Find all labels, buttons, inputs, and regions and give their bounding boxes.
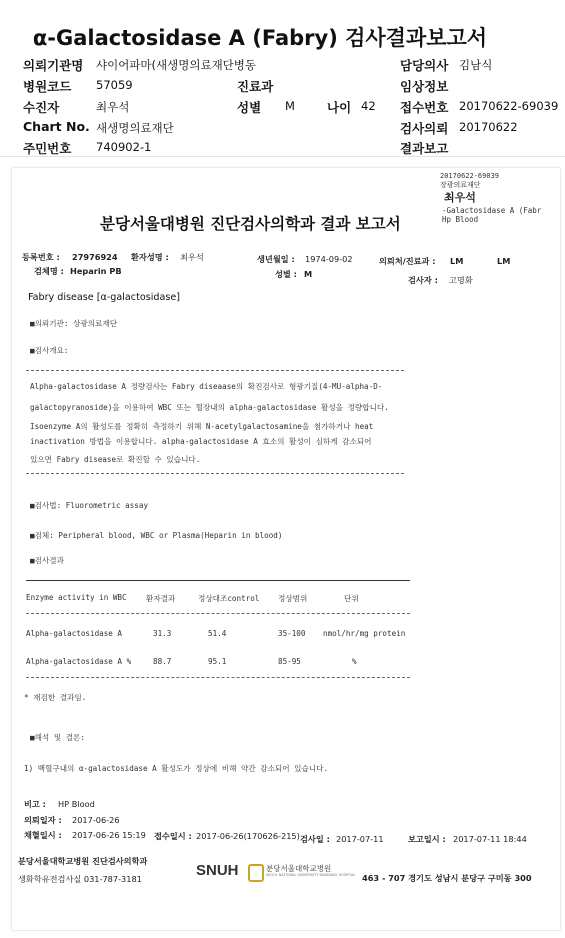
corner-test: -Galactosidase A (Fabr xyxy=(442,206,542,215)
label-draw-date: 채혈일시 : xyxy=(24,830,62,840)
value-receipt-date: 2017-06-26(170626-215) xyxy=(196,831,300,841)
table-header-range: 정상범위 xyxy=(278,594,308,603)
value-resident-no: 740902-1 xyxy=(96,140,152,154)
label-clinical-info: 임상정보 xyxy=(400,79,449,94)
table-row-1-range: 35-100 xyxy=(278,629,306,638)
value-sex: M xyxy=(285,99,295,113)
label-receipt-no: 접수번호 xyxy=(400,100,449,115)
label-hospital-code: 병원코드 xyxy=(23,79,72,94)
value-dob: 1974-09-02 xyxy=(305,254,353,264)
value-chart-no: 새생명의료재단 xyxy=(96,121,174,135)
scanned-report-sheet xyxy=(12,168,560,930)
table-header-unit: 단위 xyxy=(344,594,359,603)
value-dept-2: LM xyxy=(497,256,511,266)
label-result-report: 결과보고 xyxy=(400,141,449,156)
value-draw-date: 2017-06-26 15:19 xyxy=(72,830,146,840)
value-hospital-code: 57059 xyxy=(96,78,133,92)
table-row-2-range: 85-95 xyxy=(278,657,301,666)
label-test-date: 검사일 : xyxy=(300,834,330,844)
value-doctor: 김남식 xyxy=(459,58,493,72)
result-heading: ■검사결과 xyxy=(30,556,64,565)
overview-heading: ■검사개요: xyxy=(30,346,69,355)
label-resident-no: 주민번호 xyxy=(23,141,72,156)
value-dept-1: LM xyxy=(450,256,464,266)
value-test-request: 20170622 xyxy=(459,120,518,134)
footer-phone: 생화학유전검사실 031-787-3181 xyxy=(18,874,142,884)
method-line: ■검사법: Fluorometric assay xyxy=(30,501,149,510)
overview-line-2: galactopyranoside)을 이용하여 WBC 또는 혈장내의 alpha-galactosidase 활성을 정량합니다. xyxy=(30,403,389,412)
interpretation-text: 1) 백혈구내의 α-galactosidase A 활성도가 정상에 비해 약간 감소되어 있습니다. xyxy=(24,764,329,773)
label-reg-no: 등록번호 : xyxy=(22,252,60,262)
corner-institution: 장광의료재단 xyxy=(440,181,481,189)
snuh-logo-text: SNUH xyxy=(196,862,239,879)
table-row-1-control: 51.4 xyxy=(208,629,227,638)
value-patient-name: 최우석 xyxy=(180,252,204,262)
overview-line-3: Isoenzyme A의 활성도를 정확히 측정하기 위해 N-acetylgalactosamine을 첨가하거나 heat xyxy=(30,422,374,431)
table-row-1-unit: nmol/hr/mg protein xyxy=(323,629,406,638)
sample-line: ■검체: Peripheral blood, WBC or Plasma(Heparin in blood) xyxy=(30,531,283,540)
test-name: Fabry disease [α-galactosidase] xyxy=(28,292,180,303)
table-row-1-result: 31.3 xyxy=(153,629,172,638)
value-test-date: 2017-07-11 xyxy=(336,834,384,844)
label-test-request: 검사의뢰 xyxy=(400,121,449,136)
label-receipt-date: 접수일시 : xyxy=(154,831,192,841)
value-patient: 최우석 xyxy=(96,100,130,114)
snuh-logo-korean: 분당서울대학교병원 xyxy=(266,864,332,873)
overview-line-4: inactivation 방법을 이용합니다. alpha-galactosidase A 효소의 활성이 심하게 감소되어 xyxy=(30,437,372,446)
corner-specimen: Hp Blood xyxy=(442,215,479,224)
label-sex: 성별 xyxy=(237,100,262,115)
corner-receipt-no: 20170622-69039 xyxy=(440,172,500,180)
label-age: 나이 xyxy=(327,100,352,115)
table-header-enzyme: Enzyme activity in WBC xyxy=(26,593,127,602)
table-row-2-unit: % xyxy=(352,657,357,666)
divider-overview-top xyxy=(26,370,404,371)
value-requesting-institution: 샤이어파마(새생명의료재단병동 xyxy=(96,58,257,72)
value-request-date: 2017-06-26 xyxy=(72,815,120,825)
retest-note: * 재검한 결과임. xyxy=(24,693,87,702)
label-department: 진료과 xyxy=(237,79,274,94)
table-row-2-name: Alpha-galactosidase A % xyxy=(26,657,132,666)
label-patient: 수진자 xyxy=(23,100,60,115)
table-header-control: 정상대조control xyxy=(198,594,260,603)
label-chart-no: Chart No. xyxy=(23,119,90,134)
table-row-2-result: 88.7 xyxy=(153,657,172,666)
footer-address: 463 - 707 경기도 성남시 분당구 구미동 300 xyxy=(362,873,532,883)
hospital-report-title: 분당서울대병원 진단검사의학과 결과 보고서 xyxy=(100,215,401,233)
table-top-rule xyxy=(26,580,410,581)
label-dob: 생년월일 : xyxy=(257,254,295,264)
value-age: 42 xyxy=(361,99,376,113)
corner-patient: 최우석 xyxy=(444,191,476,204)
value-remark: HP Blood xyxy=(58,799,95,809)
divider-overview-bottom xyxy=(26,473,404,474)
overview-line-1: Alpha-galactosidase A 정량검사는 Fabry diseaase의 확진검사로 형광기질(4-MU-alpha-D- xyxy=(30,382,383,391)
footer-department: 분당서울대학교병원 진단검사의학과 xyxy=(18,856,148,866)
label-remark: 비고 : xyxy=(24,799,46,809)
table-header-patient: 환자결과 xyxy=(146,594,176,603)
label-sheet-sex: 성별 : xyxy=(275,269,297,279)
label-patient-name: 환자성명 : xyxy=(131,252,169,262)
report-title: α-Galactosidase A (Fabry) 검사결과보고서 xyxy=(32,26,488,50)
interpretation-heading: ■해석 및 결론: xyxy=(30,733,85,742)
institution-line: ■의뢰기관: 상광의료재단 xyxy=(30,319,118,328)
label-examiner: 검사자 : xyxy=(408,275,438,285)
value-reg-no: 27976924 xyxy=(72,252,118,262)
value-sheet-sex: M xyxy=(304,269,313,279)
header-divider xyxy=(0,156,565,157)
snuh-emblem-icon xyxy=(248,864,264,882)
label-specimen: 검체명 : xyxy=(34,266,64,276)
table-row-1-name: Alpha-galactosidase A xyxy=(26,629,123,638)
label-dept: 의뢰처/진료과 : xyxy=(379,256,436,266)
value-examiner: 고명화 xyxy=(449,275,473,285)
overview-line-5: 있으면 Fabry disease로 확진할 수 있습니다. xyxy=(30,455,201,464)
table-bottom-rule xyxy=(26,677,410,678)
value-receipt-no: 20170622-69039 xyxy=(459,99,559,113)
table-header-rule xyxy=(26,613,410,614)
label-report-date: 보고일시 : xyxy=(408,834,446,844)
label-requesting-institution: 의뢰기관명 xyxy=(23,58,84,73)
label-request-date: 의뢰일자 : xyxy=(24,815,62,825)
value-specimen: Heparin PB xyxy=(70,266,122,276)
value-report-date: 2017-07-11 18:44 xyxy=(453,834,527,844)
label-doctor: 담당의사 xyxy=(400,58,449,73)
table-row-2-control: 95.1 xyxy=(208,657,227,666)
snuh-logo-english: SEOUL NATIONAL UNIVERSITY BUNDANG HOSPITAL xyxy=(266,873,356,877)
